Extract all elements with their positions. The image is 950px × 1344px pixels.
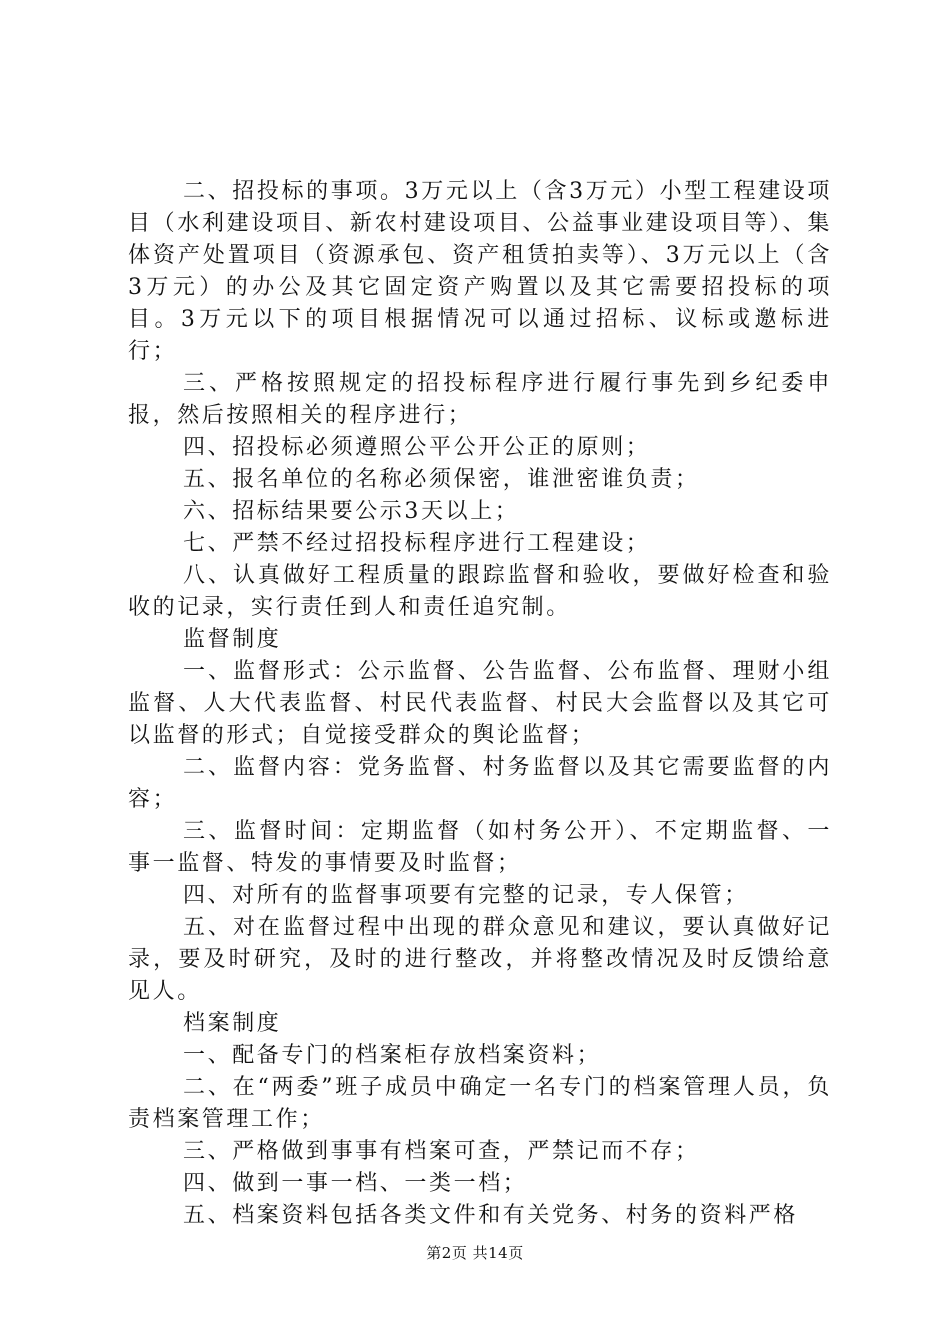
bidding-item-2: 二、招投标的事项。3万元以上（含3万元）小型工程建设项目（水利建设项目、新农村建设项目、公益事业建设项目等）、集体资产处置项目（资源承包、资产租赁拍卖等）、3万元以上（含3万元）的办公及其它固定资产购置以及其它需要招投标的项目。3万元以下的项目根据情况可以通过招标、议标或邀标进行； (128, 179, 832, 364)
supervision-item-1: 一、监督形式：公示监督、公告监督、公布监督、理财小组监督、人大代表监督、村民代表监督、村民大会监督以及其它可以监督的形式；自觉接受群众的舆论监督； (128, 659, 832, 748)
archives-item-4: 四、做到一事一档、一类一档； (183, 1171, 528, 1196)
bidding-item-4: 四、招投标必须遵照公平公开公正的原则； (183, 435, 651, 460)
supervision-heading: 监督制度 (183, 627, 282, 652)
supervision-item-5: 五、对在监督过程中出现的群众意见和建议，要认真做好记录，要及时研究，及时的进行整改，并将整改情况及时反馈给意见人。 (128, 915, 832, 1004)
bidding-item-3: 三、严格按照规定的招投标程序进行履行事先到乡纪委申报，然后按照相关的程序进行； (128, 371, 832, 428)
supervision-item-2: 二、监督内容：党务监督、村务监督以及其它需要监督的内容； (128, 755, 832, 812)
bidding-item-7: 七、严禁不经过招投标程序进行工程建设； (183, 531, 651, 556)
archives-item-2: 二、在“两委”班子成员中确定一名专门的档案管理人员，负责档案管理工作； (128, 1075, 832, 1132)
supervision-item-3: 三、监督时间：定期监督（如村务公开）、不定期监督、一事一监督、特发的事情要及时监督； (128, 819, 832, 876)
bidding-item-8: 八、认真做好工程质量的跟踪监督和验收，要做好检查和验收的记录，实行责任到人和责任追究制。 (128, 563, 832, 620)
archives-item-1: 一、配备专门的档案柜存放档案资料； (183, 1043, 602, 1068)
archives-item-5: 五、档案资料包括各类文件和有关党务、村务的资料严格 (183, 1203, 799, 1228)
archives-item-3: 三、严格做到事事有档案可查，严禁记而不存； (183, 1139, 700, 1164)
bidding-item-6: 六、招标结果要公示3天以上； (183, 499, 520, 524)
supervision-item-4: 四、对所有的监督事项要有完整的记录，专人保管； (183, 883, 749, 908)
page-number-footer: 第2页 共14页 (426, 1244, 524, 1262)
archives-heading: 档案制度 (183, 1011, 282, 1036)
bidding-item-5: 五、报名单位的名称必须保密，谁泄密谁负责； (183, 467, 700, 492)
document-body (128, 176, 832, 1232)
